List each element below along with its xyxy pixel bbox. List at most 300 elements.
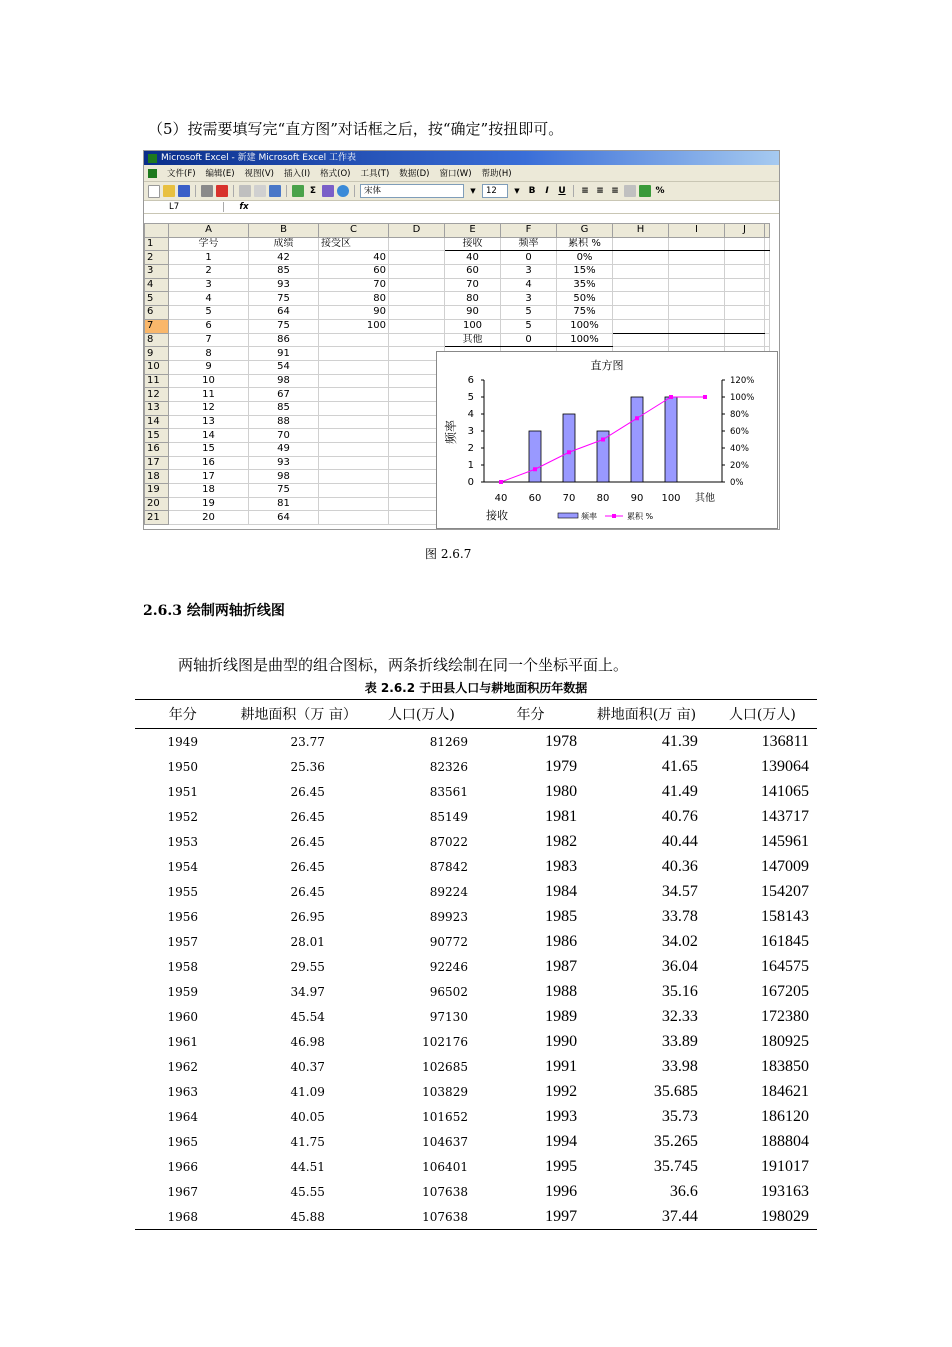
y-axis-title: 频率 — [444, 419, 458, 445]
section-heading: 2.6.3 绘制两轴折线图 — [143, 603, 285, 619]
sheet-cell[interactable] — [725, 237, 765, 251]
table-row — [135, 1029, 817, 1054]
hyperlink-icon[interactable] — [292, 185, 304, 197]
sheet-cell[interactable] — [613, 237, 669, 251]
table-cell: 154207 — [761, 882, 809, 900]
sheet-cell[interactable]: 75% — [557, 306, 613, 320]
cumulative-point — [703, 395, 707, 399]
table-cell: 45.55 — [290, 1184, 325, 1199]
column-header[interactable] — [765, 224, 770, 238]
sheet-cell[interactable]: 90 — [319, 306, 389, 320]
new-icon[interactable] — [148, 185, 160, 198]
sheet-cell[interactable]: 100 — [319, 319, 389, 333]
sheet-cell[interactable] — [319, 401, 389, 415]
save-icon[interactable] — [178, 185, 190, 197]
row-header[interactable]: 2 — [145, 251, 169, 265]
sheet-cell[interactable]: 88 — [249, 415, 319, 429]
sheet-cell[interactable]: 64 — [249, 306, 319, 320]
sheet-cell[interactable]: 60 — [445, 265, 501, 279]
row-header[interactable]: 10 — [145, 360, 169, 374]
column-header[interactable]: D — [389, 224, 445, 238]
sheet-cell[interactable] — [319, 333, 389, 347]
column-header[interactable]: J — [725, 224, 765, 238]
table-cell: 36.04 — [661, 957, 698, 975]
sheet-cell[interactable]: 8 — [169, 347, 249, 361]
research-icon[interactable] — [239, 185, 251, 197]
sheet-cell[interactable]: 60 — [319, 265, 389, 279]
sheet-cell[interactable] — [389, 278, 445, 292]
table-cell: 107638 — [367, 1204, 476, 1230]
sheet-cell[interactable] — [319, 511, 389, 525]
column-header[interactable]: G — [557, 224, 613, 238]
sheet-cell[interactable]: 75 — [249, 484, 319, 498]
table-cell: 145961 — [761, 832, 809, 850]
sheet-cell[interactable]: 接受区 — [319, 237, 389, 251]
sheet-cell[interactable]: 0% — [557, 251, 613, 265]
sheet-cell[interactable]: 75 — [249, 319, 319, 333]
column-header[interactable]: H — [613, 224, 669, 238]
table-cell: 193163 — [761, 1182, 809, 1200]
sheet-cell[interactable]: 1 — [169, 251, 249, 265]
sheet-cell[interactable] — [725, 306, 765, 320]
table-row — [135, 1054, 817, 1079]
menu-item[interactable]: 插入(I) — [284, 169, 311, 179]
x-tick-label: 100 — [661, 493, 681, 504]
row-header[interactable]: 17 — [145, 456, 169, 470]
menu-item[interactable]: 工具(T) — [360, 169, 390, 179]
sheet-cell[interactable] — [669, 251, 725, 265]
table-cell: 40.76 — [661, 807, 698, 825]
table-cell: 82326 — [429, 759, 468, 774]
sheet-cell[interactable]: 3 — [169, 278, 249, 292]
menu-item[interactable]: 编辑(E) — [205, 169, 235, 179]
table-cell: 102685 — [422, 1059, 468, 1074]
row-header[interactable]: 8 — [145, 333, 169, 347]
table-row — [135, 904, 817, 929]
sheet-cell[interactable] — [765, 251, 770, 265]
dropdown-arrow-icon[interactable]: ▼ — [514, 187, 520, 195]
column-header[interactable]: B — [249, 224, 319, 238]
table-cell: 1951 — [167, 784, 198, 799]
table-cell: 161845 — [761, 932, 809, 950]
formula-bar — [144, 201, 779, 214]
italic-icon[interactable]: I — [545, 186, 549, 196]
sheet-cell[interactable] — [669, 292, 725, 306]
open-icon[interactable] — [163, 185, 175, 197]
cumulative-point — [601, 438, 605, 442]
row-header[interactable]: 1 — [145, 237, 169, 251]
sheet-cell[interactable]: 40 — [319, 251, 389, 265]
bold-icon[interactable]: B — [528, 186, 536, 196]
table-cell: 107638 — [422, 1184, 468, 1199]
table-cell: 164575 — [761, 957, 809, 975]
sheet-cell[interactable] — [669, 237, 725, 251]
sheet-cell[interactable] — [389, 251, 445, 265]
sheet-cell[interactable]: 接收 — [445, 237, 501, 251]
sheet-cell[interactable]: 19 — [169, 497, 249, 511]
sheet-cell[interactable]: 80 — [319, 292, 389, 306]
sheet-cell[interactable] — [765, 278, 770, 292]
sheet-cell[interactable] — [319, 484, 389, 498]
table-cell: 1991 — [545, 1057, 578, 1075]
table-cell: 45.88 — [230, 1204, 366, 1230]
table-cell: 1997 — [476, 1204, 585, 1230]
toolbar — [144, 182, 779, 201]
sheet-cell[interactable]: 0 — [501, 251, 557, 265]
row-header[interactable]: 9 — [145, 347, 169, 361]
table-row — [135, 779, 817, 804]
sheet-cell[interactable] — [669, 265, 725, 279]
section-description: 两轴折线图是曲型的组合图标，两条折线绘制在同一个坐标平面上。 — [178, 656, 629, 674]
sheet-cell[interactable]: 15% — [557, 265, 613, 279]
sheet-cell[interactable]: 80 — [445, 292, 501, 306]
sheet-cell[interactable]: 累积 % — [557, 237, 613, 251]
sheet-cell[interactable] — [389, 306, 445, 320]
table-cell: 1968 — [135, 1204, 230, 1230]
menu-item[interactable]: 视图(V) — [244, 169, 274, 179]
sheet-cell[interactable] — [613, 278, 669, 292]
sheet-cell[interactable]: 35% — [557, 278, 613, 292]
sheet-cell[interactable] — [725, 333, 765, 347]
chart-title: 直方图 — [590, 359, 624, 372]
sheet-cell[interactable]: 100% — [557, 333, 613, 347]
table-cell: 33.78 — [661, 907, 698, 925]
histogram-chart[interactable] — [436, 351, 778, 529]
table-cell: 167205 — [761, 982, 809, 1000]
sheet-cell[interactable] — [725, 265, 765, 279]
table-cell: 26.95 — [290, 909, 325, 924]
sheet-cell[interactable]: 91 — [249, 347, 319, 361]
row-header[interactable]: 7 — [145, 319, 169, 333]
sheet-cell[interactable] — [319, 360, 389, 374]
sheet-cell[interactable]: 81 — [249, 497, 319, 511]
column-header[interactable]: C — [319, 224, 389, 238]
table-cell: 89923 — [429, 909, 468, 924]
column-header[interactable]: F — [501, 224, 557, 238]
sheet-cell[interactable]: 100 — [445, 319, 501, 333]
sheet-cell[interactable] — [319, 388, 389, 402]
legend-label: 累积 % — [627, 512, 654, 521]
legend-label: 频率 — [581, 512, 597, 521]
row-header[interactable]: 13 — [145, 401, 169, 415]
sheet-cell[interactable]: 64 — [249, 511, 319, 525]
sheet-cell[interactable] — [669, 306, 725, 320]
sheet-cell[interactable]: 70 — [319, 278, 389, 292]
sheet-cell[interactable] — [389, 333, 445, 347]
table-cell: 1988 — [545, 982, 578, 1000]
sheet-cell[interactable]: 85 — [249, 401, 319, 415]
x-tick-label: 其他 — [695, 493, 715, 504]
column-header: 年分 — [476, 700, 585, 729]
sheet-cell[interactable] — [765, 292, 770, 306]
sheet-cell[interactable]: 86 — [249, 333, 319, 347]
dropdown-arrow-icon[interactable]: ▼ — [470, 187, 476, 195]
row-header[interactable]: 12 — [145, 388, 169, 402]
sheet-cell[interactable]: 20 — [169, 511, 249, 525]
table-cell: 188804 — [761, 1132, 809, 1150]
sheet-cell[interactable]: 15 — [169, 443, 249, 457]
cumulative-point — [567, 450, 571, 454]
table-title: 表 2.6.2 于田县人口与耕地面积历年数据 — [364, 681, 588, 695]
sheet-cell[interactable]: 2 — [169, 265, 249, 279]
sort-icon[interactable] — [322, 185, 334, 197]
menu-item[interactable]: 格式(O) — [320, 169, 351, 179]
sheet-cell[interactable] — [765, 333, 770, 347]
column-header[interactable]: A — [169, 224, 249, 238]
menu-bar — [144, 165, 779, 182]
sheet-cell[interactable]: 12 — [169, 401, 249, 415]
table-cell: 104637 — [422, 1134, 468, 1149]
column-header[interactable]: I — [669, 224, 725, 238]
sheet-cell[interactable]: 93 — [249, 456, 319, 470]
sheet-row — [145, 292, 770, 306]
column-header: 人口(万人) — [708, 700, 817, 729]
sheet-cell[interactable] — [765, 306, 770, 320]
sheet-cell[interactable]: 67 — [249, 388, 319, 402]
sheet-cell[interactable] — [319, 497, 389, 511]
name-box[interactable]: L7 — [144, 202, 224, 212]
sheet-cell[interactable] — [319, 429, 389, 443]
table-cell: 89224 — [429, 884, 468, 899]
sheet-cell[interactable]: 4 — [169, 292, 249, 306]
sheet-cell[interactable] — [725, 292, 765, 306]
sheet-cell[interactable] — [725, 319, 765, 333]
sheet-cell[interactable]: 54 — [249, 360, 319, 374]
table-row — [135, 1154, 817, 1179]
column-header[interactable]: E — [445, 224, 501, 238]
table-row — [135, 1129, 817, 1154]
select-all-corner[interactable] — [145, 224, 169, 238]
sheet-cell[interactable] — [765, 319, 770, 333]
sheet-cell[interactable]: 100% — [557, 319, 613, 333]
sheet-cell[interactable]: 14 — [169, 429, 249, 443]
table-cell: 1957 — [167, 934, 198, 949]
sheet-cell[interactable] — [669, 319, 725, 333]
table-cell: 40.36 — [661, 857, 698, 875]
merge-center-icon[interactable] — [624, 185, 636, 197]
table-cell: 172380 — [761, 1007, 809, 1025]
table-cell: 26.45 — [290, 809, 325, 824]
column-header: 耕地面积(万 亩) — [585, 700, 708, 729]
sheet-cell[interactable] — [765, 265, 770, 279]
sheet-cell[interactable] — [389, 292, 445, 306]
table-cell: 1964 — [167, 1109, 198, 1124]
sheet-cell[interactable] — [319, 456, 389, 470]
sheet-cell[interactable] — [613, 251, 669, 265]
sheet-cell[interactable]: 93 — [249, 278, 319, 292]
y2-tick-label: 40% — [730, 444, 749, 454]
column-header: 耕地面积（万 亩） — [230, 700, 366, 729]
sheet-cell[interactable] — [389, 237, 445, 251]
legend-swatch-bar — [558, 513, 578, 518]
table-cell: 1995 — [545, 1157, 578, 1175]
table-cell: 1954 — [167, 859, 198, 874]
table-cell: 1990 — [545, 1032, 578, 1050]
sheet-cell[interactable]: 17 — [169, 470, 249, 484]
sheet-cell[interactable]: 40 — [445, 251, 501, 265]
histogram-bar — [665, 397, 677, 482]
sheet-cell[interactable]: 16 — [169, 456, 249, 470]
histogram-bar — [631, 397, 643, 482]
align-center-icon[interactable]: ≡ — [596, 186, 604, 196]
workbook-icon[interactable] — [148, 169, 157, 178]
sheet-cell[interactable]: 9 — [169, 360, 249, 374]
table-cell: 35.265 — [653, 1132, 698, 1150]
sheet-cell[interactable]: 10 — [169, 374, 249, 388]
sheet-cell[interactable] — [669, 278, 725, 292]
menu-item[interactable]: 文件(F) — [167, 169, 196, 179]
sheet-cell[interactable] — [613, 333, 669, 347]
y-tick-label: 3 — [467, 426, 474, 437]
y2-tick-label: 20% — [730, 461, 749, 471]
permission-icon[interactable] — [216, 185, 228, 197]
table-cell: 158143 — [761, 907, 809, 925]
menu-item[interactable]: 窗口(W) — [439, 169, 472, 179]
sheet-cell[interactable]: 85 — [249, 265, 319, 279]
row-header[interactable]: 6 — [145, 306, 169, 320]
sheet-cell[interactable]: 98 — [249, 470, 319, 484]
sheet-cell[interactable]: 90 — [445, 306, 501, 320]
sheet-cell[interactable] — [319, 374, 389, 388]
x-axis-title: 接收 — [486, 509, 508, 522]
sheet-cell[interactable] — [613, 306, 669, 320]
sheet-cell[interactable]: 0 — [501, 333, 557, 347]
sheet-cell[interactable] — [613, 265, 669, 279]
help-icon[interactable] — [337, 185, 349, 197]
table-header-row — [135, 700, 817, 729]
sheet-cell[interactable]: 成绩 — [249, 237, 319, 251]
align-right-icon[interactable]: ≡ — [611, 186, 619, 196]
table-cell: 35.685 — [653, 1082, 698, 1100]
paste-icon[interactable] — [254, 185, 266, 197]
font-size-select[interactable]: 12 — [482, 184, 508, 198]
table-cell: 44.51 — [290, 1159, 325, 1174]
sheet-cell[interactable] — [613, 319, 669, 333]
underline-icon[interactable]: U — [558, 186, 566, 196]
cumulative-point — [635, 416, 639, 420]
row-header[interactable]: 16 — [145, 443, 169, 457]
menu-item[interactable]: 帮助(H) — [481, 169, 512, 179]
figure-caption: 图 2.6.7 — [425, 547, 472, 561]
table-cell: 1987 — [545, 957, 578, 975]
print-icon[interactable] — [201, 185, 213, 197]
autosum-icon[interactable]: Σ — [309, 186, 317, 196]
table-cell: 96502 — [429, 984, 468, 999]
fx-icon[interactable]: fx — [239, 202, 249, 212]
sheet-cell[interactable]: 4 — [501, 278, 557, 292]
sheet-cell[interactable] — [389, 265, 445, 279]
sheet-cell[interactable]: 5 — [501, 319, 557, 333]
sheet-cell[interactable] — [319, 347, 389, 361]
table-cell: 136811 — [761, 732, 809, 750]
toolbar-separator — [354, 185, 355, 197]
sheet-cell[interactable] — [613, 292, 669, 306]
sheet-cell[interactable]: 频率 — [501, 237, 557, 251]
sheet-cell[interactable] — [669, 333, 725, 347]
row-header[interactable]: 21 — [145, 511, 169, 525]
sheet-cell[interactable] — [319, 415, 389, 429]
excel-title-bar — [144, 151, 779, 165]
row-header[interactable]: 19 — [145, 484, 169, 498]
row-header[interactable]: 14 — [145, 415, 169, 429]
sheet-cell[interactable] — [725, 278, 765, 292]
sheet-cell[interactable]: 11 — [169, 388, 249, 402]
toolbar-separator — [573, 185, 574, 197]
sheet-cell[interactable]: 5 — [169, 306, 249, 320]
table-cell: 1959 — [167, 984, 198, 999]
sheet-cell[interactable]: 18 — [169, 484, 249, 498]
table-cell: 26.45 — [290, 784, 325, 799]
table-cell: 1967 — [167, 1184, 198, 1199]
sheet-cell[interactable]: 98 — [249, 374, 319, 388]
row-header[interactable]: 20 — [145, 497, 169, 511]
table-cell: 33.89 — [661, 1032, 698, 1050]
sheet-cell[interactable]: 42 — [249, 251, 319, 265]
sheet-cell[interactable]: 75 — [249, 292, 319, 306]
sheet-cell[interactable]: 6 — [169, 319, 249, 333]
sheet-cell[interactable]: 7 — [169, 333, 249, 347]
sheet-cell[interactable]: 13 — [169, 415, 249, 429]
table-cell: 41.09 — [290, 1084, 325, 1099]
font-name-select[interactable]: 宋体 — [360, 184, 464, 198]
table-cell: 34.97 — [290, 984, 325, 999]
row-header[interactable]: 5 — [145, 292, 169, 306]
currency-icon[interactable] — [639, 185, 651, 197]
undo-icon[interactable] — [269, 185, 281, 197]
table-cell: 101652 — [422, 1109, 468, 1124]
intro-paragraph: （5）按需要填写完“直方图”对话框之后，按“确定”按扭即可。 — [148, 120, 564, 138]
sheet-cell[interactable]: 3 — [501, 265, 557, 279]
table-cell: 25.36 — [290, 759, 325, 774]
sheet-cell[interactable] — [389, 319, 445, 333]
table-cell: 26.45 — [290, 884, 325, 899]
sheet-cell[interactable] — [765, 237, 770, 251]
table-row — [135, 1079, 817, 1104]
row-header[interactable]: 4 — [145, 278, 169, 292]
percent-icon[interactable]: % — [655, 186, 665, 196]
row-header[interactable]: 11 — [145, 374, 169, 388]
sheet-cell[interactable]: 70 — [249, 429, 319, 443]
menu-item[interactable]: 数据(D) — [399, 169, 430, 179]
sheet-cell[interactable] — [319, 443, 389, 457]
row-header[interactable]: 18 — [145, 470, 169, 484]
sheet-cell[interactable] — [725, 251, 765, 265]
sheet-row — [145, 319, 770, 333]
cumulative-point — [499, 480, 503, 484]
sheet-cell[interactable]: 5 — [501, 306, 557, 320]
table-cell: 1953 — [167, 834, 198, 849]
sheet-cell[interactable] — [319, 470, 389, 484]
sheet-cell[interactable]: 3 — [501, 292, 557, 306]
table-cell: 97130 — [429, 1009, 468, 1024]
table-cell: 1983 — [545, 857, 578, 875]
sheet-cell[interactable]: 学号 — [169, 237, 249, 251]
table-cell: 33.98 — [661, 1057, 698, 1075]
table-cell: 87842 — [429, 859, 468, 874]
table-row — [135, 979, 817, 1004]
align-left-icon[interactable]: ≡ — [581, 186, 589, 196]
sheet-cell[interactable]: 49 — [249, 443, 319, 457]
table-cell: 1962 — [167, 1059, 198, 1074]
sheet-cell[interactable]: 70 — [445, 278, 501, 292]
row-header[interactable]: 3 — [145, 265, 169, 279]
row-header[interactable]: 15 — [145, 429, 169, 443]
sheet-cell[interactable]: 50% — [557, 292, 613, 306]
y2-tick-label: 0% — [730, 478, 744, 488]
table-cell: 35.73 — [661, 1107, 698, 1125]
table-cell: 35.16 — [661, 982, 698, 1000]
sheet-cell[interactable]: 其他 — [445, 333, 501, 347]
